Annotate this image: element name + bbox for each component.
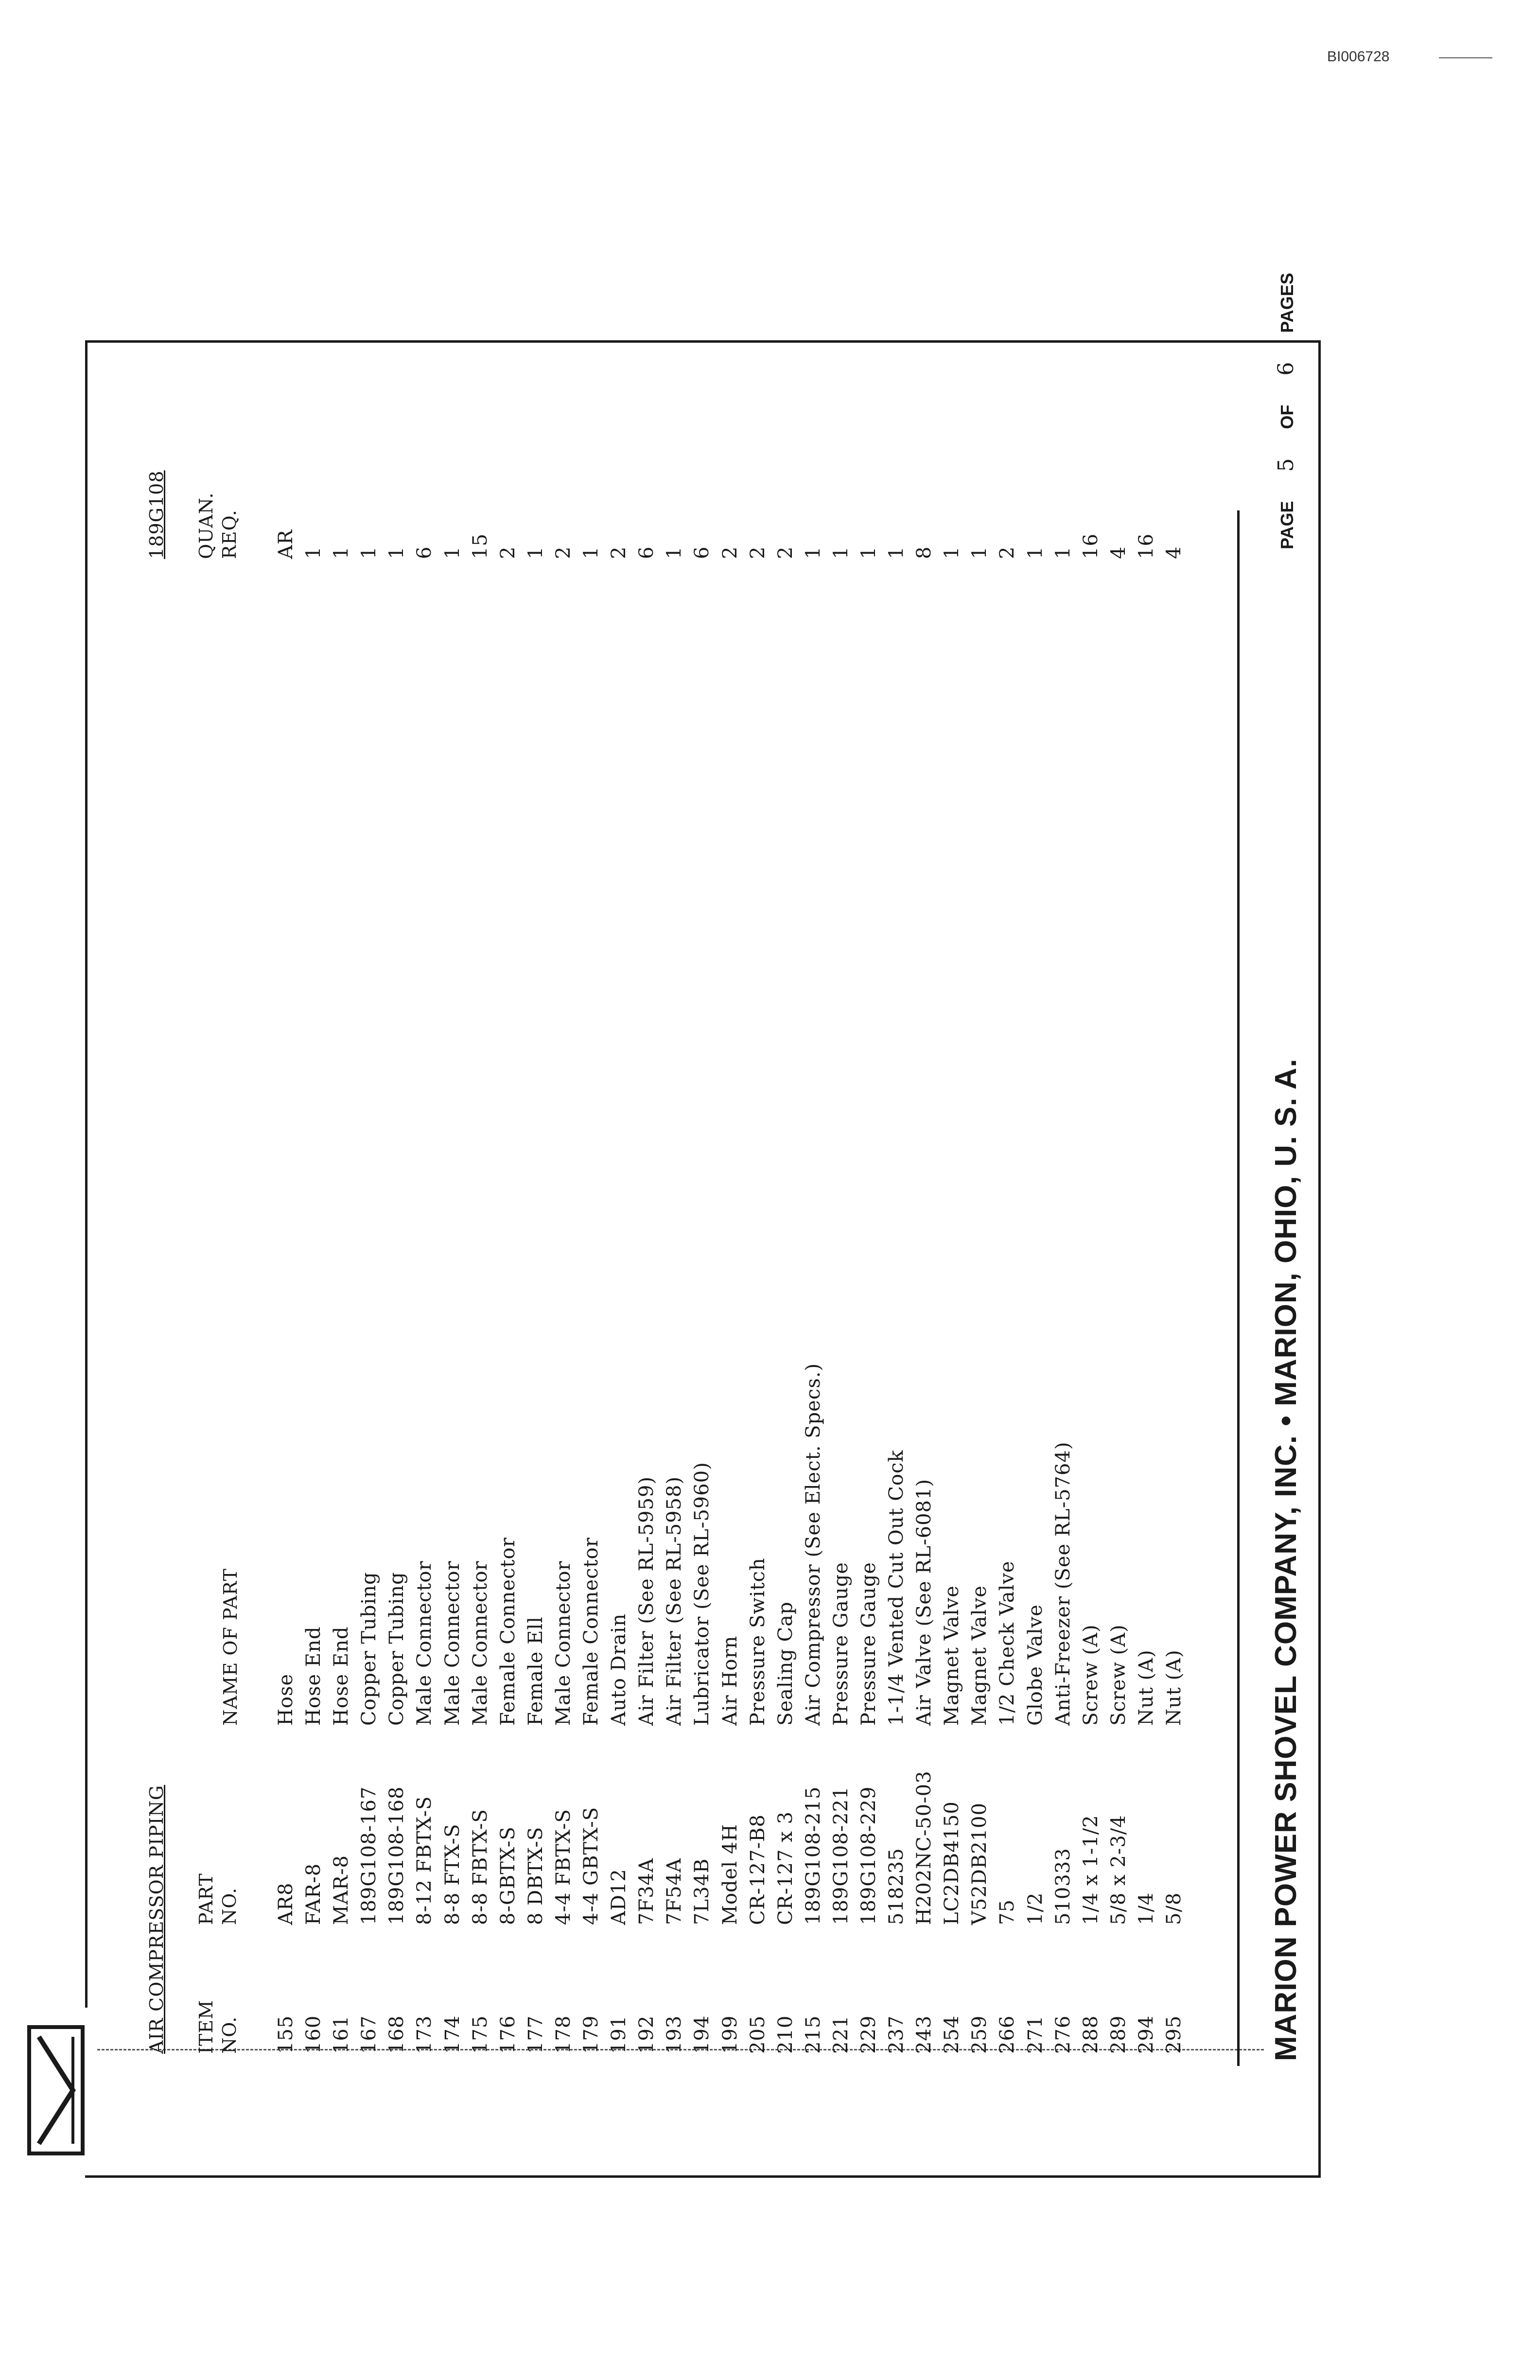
- part-number: 510333: [1051, 1848, 1074, 1925]
- part-name: Nut (A): [1135, 1649, 1157, 1726]
- quantity: 6: [635, 546, 658, 559]
- quantity: 2: [996, 546, 1019, 559]
- marion-logo-icon: [19, 2017, 92, 2163]
- part-name: Copper Tubing: [358, 1572, 381, 1726]
- quantity: 1: [385, 546, 408, 559]
- part-name: Sealing Cap: [774, 1601, 797, 1726]
- page-title: AIR COMPRESSOR PIPING: [146, 1785, 167, 2054]
- quantity: AR: [275, 529, 297, 559]
- quantity: 1: [857, 546, 880, 559]
- item-number: 155: [275, 2015, 297, 2054]
- part-number: 4-4 FBTX-S: [552, 1809, 575, 1925]
- quantity: 1: [829, 546, 852, 559]
- part-number: 518235: [885, 1848, 908, 1925]
- quantity: 4: [1107, 546, 1130, 559]
- item-number: 177: [524, 2015, 547, 2054]
- quantity: 1: [441, 546, 464, 559]
- item-number: 192: [635, 2015, 658, 2054]
- part-name: Pressure Switch: [746, 1558, 769, 1726]
- part-name: Hose: [275, 1673, 297, 1726]
- part-number: CR-127-B8: [746, 1814, 769, 1925]
- quantity: 16: [1079, 533, 1102, 559]
- of-label: OF: [1277, 404, 1297, 429]
- quantity: 6: [413, 546, 436, 559]
- quantity: 2: [608, 546, 630, 559]
- item-number: 237: [885, 2015, 908, 2054]
- item-number: 289: [1107, 2015, 1130, 2054]
- part-name: Male Connector: [552, 1560, 575, 1726]
- quantity: 1: [968, 546, 991, 559]
- page-total: 6: [1274, 362, 1298, 376]
- quantity: 1: [330, 546, 353, 559]
- part-name: Male Connector: [413, 1560, 436, 1726]
- quantity: 6: [691, 546, 714, 559]
- part-number: 75: [996, 1899, 1019, 1925]
- part-name: Hose End: [302, 1626, 325, 1726]
- part-number: 8-12 FBTX-S: [413, 1796, 436, 1925]
- part-name: Pressure Gauge: [857, 1562, 880, 1726]
- part-number: V52DB2100: [968, 1802, 991, 1925]
- part-number: MAR-8: [330, 1855, 353, 1925]
- frame-border-left: [85, 340, 88, 2008]
- header-part-line1: PART: [195, 1873, 217, 1925]
- item-number: 210: [774, 2015, 797, 2054]
- part-name: 1-1/4 Vented Cut Out Cock: [885, 1450, 908, 1726]
- part-name: Air Filter (See RL-5958): [663, 1476, 686, 1726]
- header-item-no: [194, 1947, 241, 2054]
- quantity: 1: [302, 546, 325, 559]
- item-number: 266: [996, 2015, 1019, 2054]
- quantity: 15: [469, 533, 491, 559]
- item-number: 173: [413, 2015, 436, 2054]
- parts-list-sheet: [146, 243, 1361, 2066]
- header-qty-line1: QUAN.: [195, 492, 217, 559]
- item-number: 205: [746, 2015, 769, 2054]
- part-name: Magnet Valve: [968, 1585, 991, 1726]
- part-name: Air Valve (See RL-6081): [913, 1478, 936, 1726]
- part-number: 189G108-229: [857, 1786, 880, 1925]
- quantity: 2: [746, 546, 769, 559]
- item-number: 243: [913, 2015, 936, 2054]
- part-number: 5/8 x 2-3/4: [1107, 1815, 1130, 1925]
- part-number: 4-4 GBTX-S: [580, 1806, 603, 1925]
- part-number: AR8: [275, 1882, 297, 1925]
- item-number: 199: [718, 2015, 741, 2054]
- item-number: 294: [1135, 2015, 1157, 2054]
- quantity: 1: [941, 546, 963, 559]
- part-number: 7F54A: [663, 1858, 686, 1925]
- item-number: 221: [829, 2015, 852, 2054]
- item-number: 161: [330, 2015, 353, 2054]
- quantity: 1: [358, 546, 381, 559]
- part-number: 8-8 FBTX-S: [469, 1809, 491, 1925]
- header-qty-line2: REQ.: [219, 509, 240, 559]
- item-number: 193: [663, 2015, 686, 2054]
- item-number: 175: [469, 2015, 491, 2054]
- item-number: 271: [1024, 2015, 1047, 2054]
- part-name: Nut (A): [1163, 1649, 1185, 1726]
- part-number: 8 DBTX-S: [524, 1826, 547, 1925]
- part-number: LC2DB4150: [941, 1801, 963, 1925]
- item-number: 168: [385, 2015, 408, 2054]
- part-name: Air Horn: [718, 1635, 741, 1726]
- part-name: Anti-Freezer (See RL-5764): [1051, 1441, 1074, 1726]
- part-number: 8-GBTX-S: [496, 1826, 519, 1925]
- quantity: 2: [496, 546, 519, 559]
- company-name: MARION POWER SHOVEL COMPANY, INC. • MARION, OHIO, U. S. A.: [1269, 1058, 1303, 2061]
- header-name-of-part: NAME OF PART: [220, 1568, 241, 1726]
- part-number: 1/4: [1135, 1892, 1157, 1925]
- footer-rule: [1237, 510, 1240, 2066]
- item-number: 215: [802, 2015, 824, 2054]
- part-name: Female Connector: [580, 1537, 603, 1726]
- part-name: Auto Drain: [608, 1613, 630, 1726]
- part-name: Screw (A): [1079, 1624, 1102, 1726]
- part-name: Lubricator (See RL-5960): [691, 1462, 714, 1726]
- quantity: 1: [1051, 546, 1074, 559]
- item-number: 160: [302, 2015, 325, 2054]
- part-number: Model 4H: [718, 1823, 741, 1925]
- item-number: 194: [691, 2015, 714, 2054]
- part-number: 1/4 x 1-1/2: [1079, 1815, 1102, 1925]
- part-number: 189G108-215: [802, 1786, 824, 1925]
- quantity: 2: [774, 546, 797, 559]
- item-number: 178: [552, 2015, 575, 2054]
- part-name: Globe Valve: [1024, 1604, 1047, 1726]
- header-item-line2: NO.: [219, 2016, 240, 2054]
- part-number: FAR-8: [302, 1863, 325, 1925]
- header-item-line1: ITEM: [195, 1999, 217, 2054]
- item-number: 276: [1051, 2015, 1074, 2054]
- quantity: 4: [1163, 546, 1185, 559]
- page-label: PAGE: [1277, 501, 1297, 549]
- item-number: 288: [1079, 2015, 1102, 2054]
- frame-border-bottom: [85, 2175, 1320, 2178]
- item-number: 259: [968, 2015, 991, 2054]
- bates-line: [1439, 57, 1492, 58]
- part-number: 5/8: [1163, 1892, 1185, 1925]
- item-number: 191: [608, 2015, 630, 2054]
- item-number: 254: [941, 2015, 963, 2054]
- part-name: Male Connector: [441, 1560, 464, 1726]
- part-number: 189G108-168: [385, 1786, 408, 1925]
- part-number: 189G108-167: [358, 1786, 381, 1925]
- part-name: Screw (A): [1107, 1624, 1130, 1726]
- bates-number: BI006728: [1327, 49, 1390, 65]
- quantity: 1: [524, 546, 547, 559]
- quantity: 1: [663, 546, 686, 559]
- part-name: Air Compressor (See Elect. Specs.): [802, 1363, 824, 1726]
- header-quantity-required: [194, 462, 241, 559]
- part-name: Air Filter (See RL-5959): [635, 1476, 658, 1726]
- item-number: 229: [857, 2015, 880, 2054]
- item-number: 174: [441, 2015, 464, 2054]
- page-indicator: [1274, 273, 1298, 549]
- part-number: AD12: [608, 1869, 630, 1925]
- part-number: 189G108-221: [829, 1786, 852, 1925]
- part-name: Female Connector: [496, 1537, 519, 1726]
- header-part-no: [194, 1765, 241, 1925]
- part-name: Male Connector: [469, 1560, 491, 1726]
- part-name: 1/2 Check Valve: [996, 1560, 1019, 1726]
- part-name: Magnet Valve: [941, 1585, 963, 1726]
- page-current: 5: [1274, 458, 1298, 472]
- item-number: 176: [496, 2015, 519, 2054]
- part-number: 7F34A: [635, 1858, 658, 1925]
- part-name: Pressure Gauge: [829, 1562, 852, 1726]
- part-number: 1/2: [1024, 1892, 1047, 1925]
- quantity: 2: [552, 546, 575, 559]
- part-number: 8-8 FTX-S: [441, 1823, 464, 1925]
- item-number: 179: [580, 2015, 603, 2054]
- quantity: 8: [913, 546, 936, 559]
- part-name: Female Ell: [524, 1616, 547, 1726]
- quantity: 1: [1024, 546, 1047, 559]
- quantity: 2: [718, 546, 741, 559]
- part-name: Hose End: [330, 1626, 353, 1726]
- quantity: 1: [580, 546, 603, 559]
- part-number: 7L34B: [691, 1858, 714, 1925]
- document-number: 189G108: [146, 470, 167, 559]
- pages-label: PAGES: [1277, 273, 1297, 333]
- quantity: 1: [802, 546, 824, 559]
- header-part-line2: NO.: [219, 1887, 240, 1925]
- part-number: H202NC-50-03: [913, 1770, 936, 1925]
- quantity: 16: [1135, 533, 1157, 559]
- item-number: 167: [358, 2015, 381, 2054]
- quantity: 1: [885, 546, 908, 559]
- part-name: Copper Tubing: [385, 1572, 408, 1726]
- item-number: 295: [1163, 2015, 1185, 2054]
- part-number: CR-127 x 3: [774, 1811, 797, 1925]
